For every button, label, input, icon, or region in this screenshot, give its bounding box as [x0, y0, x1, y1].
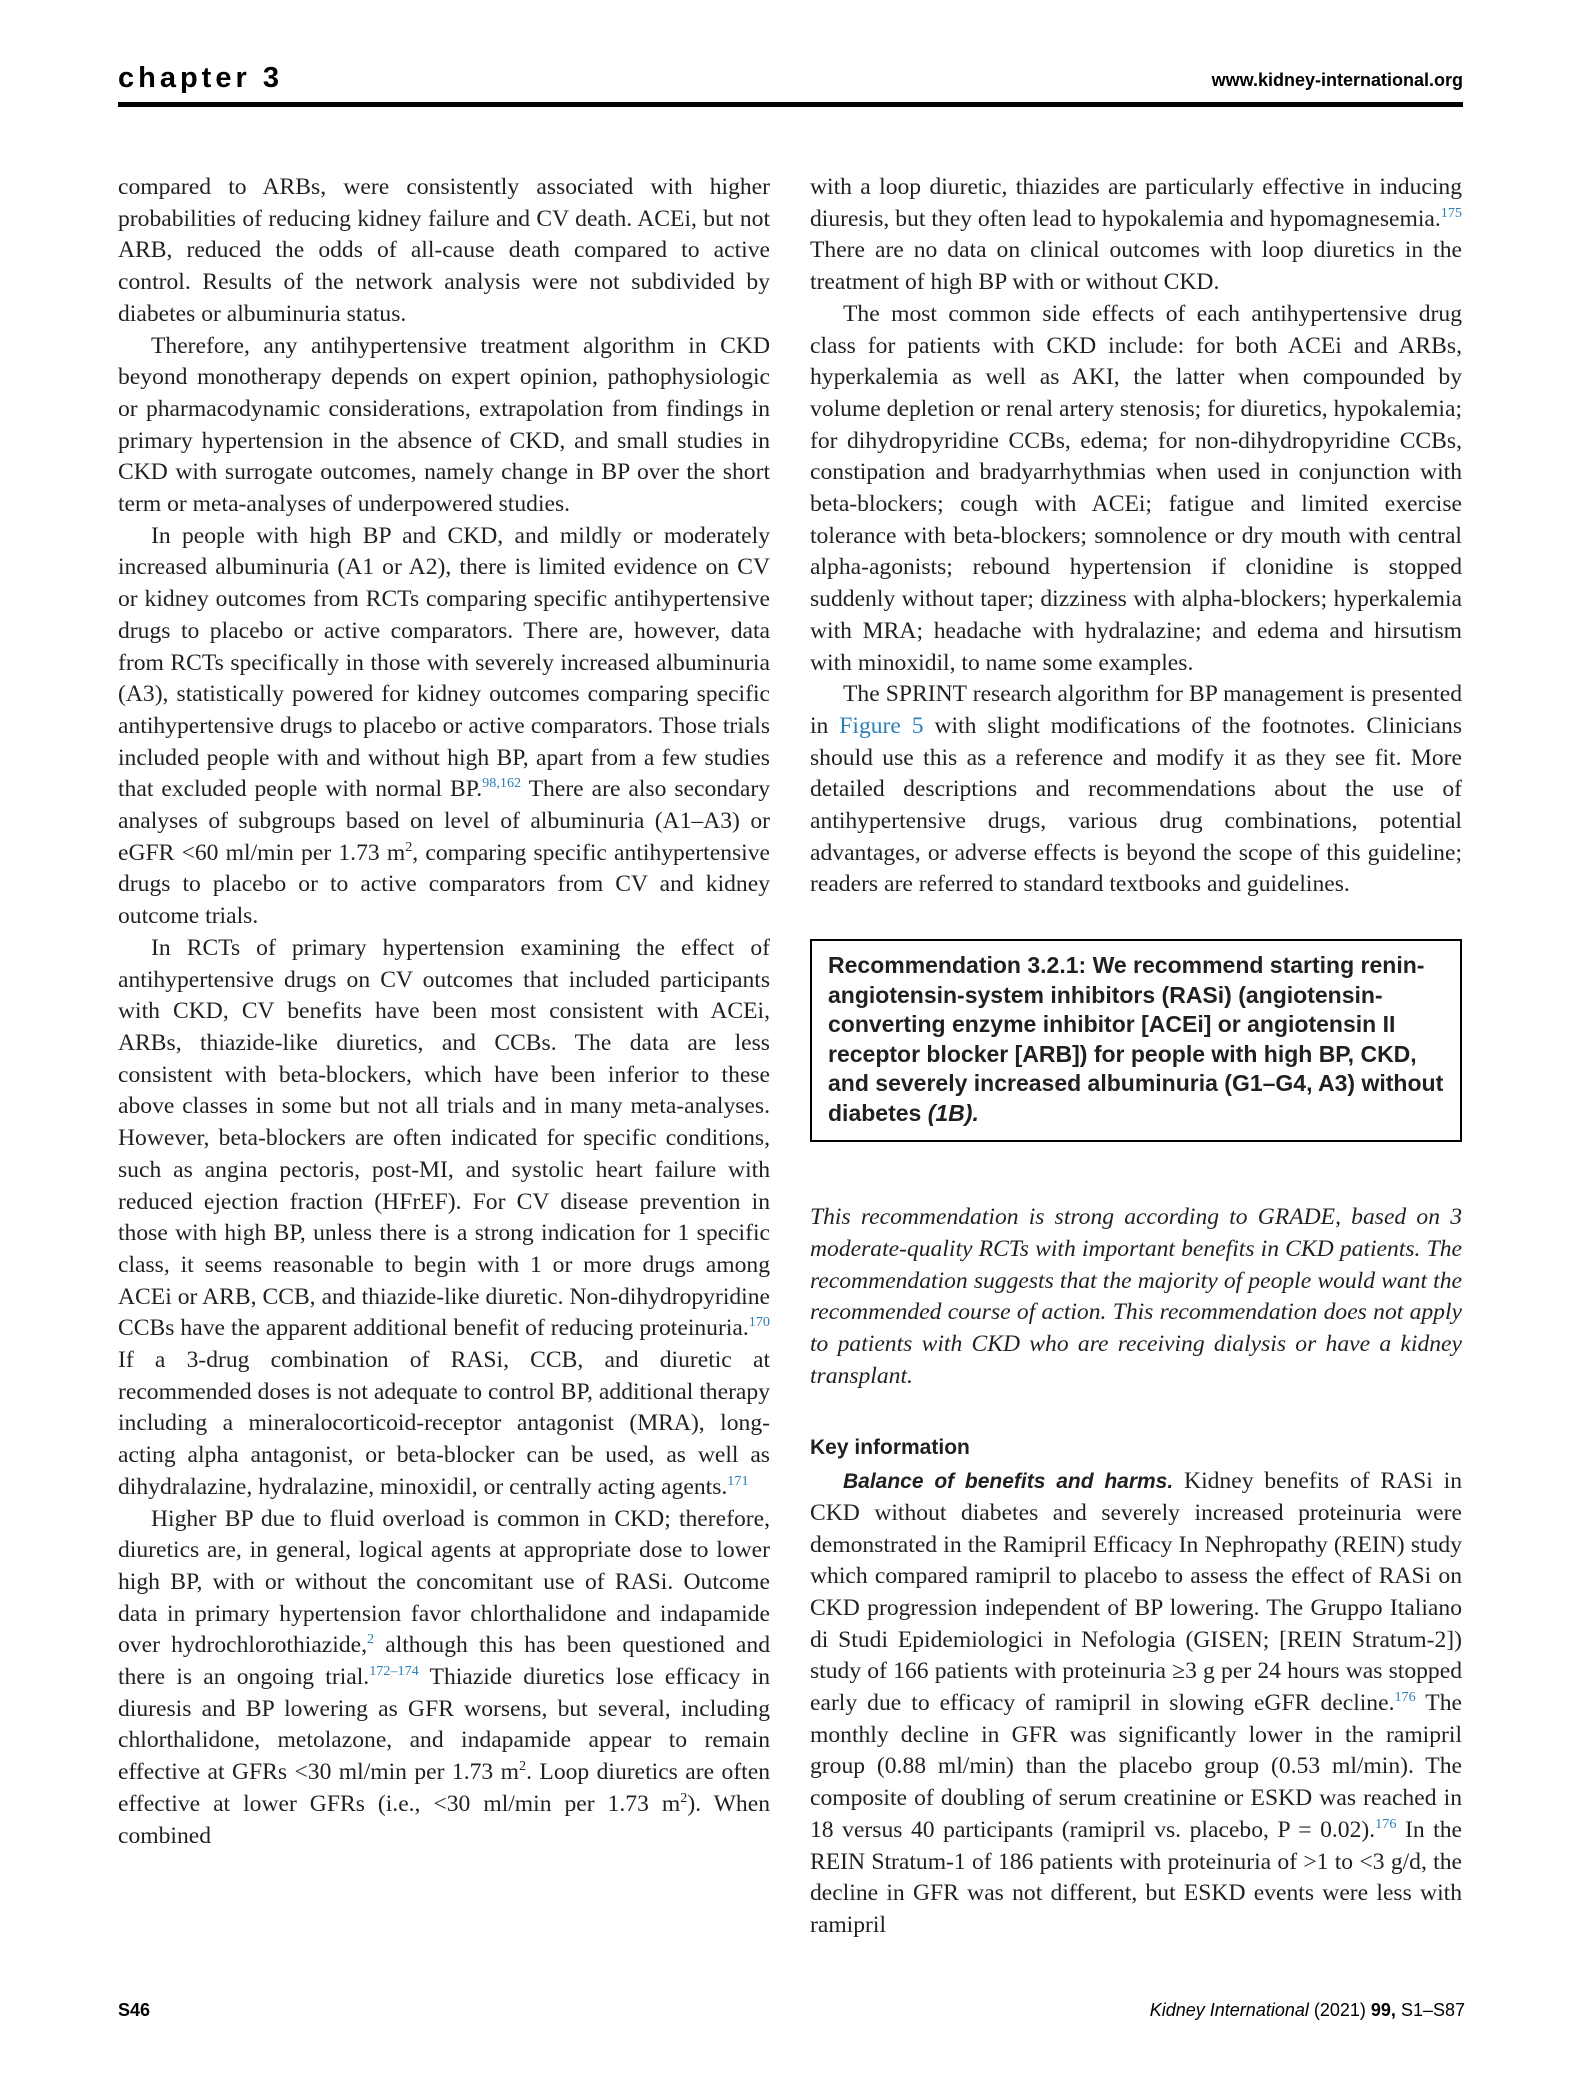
paragraph: with a loop diuretic, thiazides are particularly effective in inducing diuresis, but they often lead to hypokalemia and hypomagnesemia.$^{175}$ There are no data on clinical outcomes with loop diuretics in the treatment of high BP with or without CKD. [810, 174, 1462, 296]
running-header [118, 58, 1463, 107]
journal-citation: Kidney International (2021) 99, S1–S87 [1149, 2000, 1465, 2020]
paragraph: Balance of benefits and harms. Kidney benefits of RASi in CKD without diabetes and severely increased proteinuria were demonstrated in the Ramipril Efficacy In Nephropathy (REIN) study which compared ramipril to placebo to assess the effect of RASi on CKD progression independent of BP lowering. The Gruppo Italiano di Studi Epidemiologici in Nefologia (GISEN; [REIN Stratum-2]) study of 166 patients with proteinuria ≥3 g per 24 hours was stopped early due to efficacy of ramipril in slowing eGFR decline.$^{176}$ The monthly decline in GFR was significantly lower in the ramipril group (0.88 ml/min) than the placebo group (0.53 ml/min). The composite of doubling of serum creatinine or ESKD was reached in 18 versus 40 participants (ramipril vs. placebo, P = 0.02).$^{176}$ In the REIN Stratum-1 of 186 patients with proteinuria of >1 to <3 g/d, the decline in GFR was not different, but ESKD events were less with ramipril [810, 1468, 1463, 1938]
citation-ref[interactable]: 170 [748, 1314, 770, 1331]
figure-link[interactable]: Figure 5 [839, 712, 924, 739]
recommendation-box [810, 939, 1462, 1142]
paragraph: In people with high BP and CKD, and mildly or moderately increased albuminuria (A1 or A2), there is limited evidence on CV or kidney outcomes from RCTs comparing specific antihypertensive drugs to placebo or active comparators. There are, however, data from RCTs specifically in those with severely increased albuminuria (A3), statistically powered for kidney outcomes comparing specific antihypertensive drugs to placebo or active comparators. Those trials included people with and without high BP, apart from a few studies that excluded people with normal BP.$^{98,162}$ There are also secondary analyses of subgroups based on level of albuminuria (A1–A3) or eGFR <60 ml/min per 1.73 $m^2$, comparing specific antihypertensive drugs to placebo or to active comparators from CV and kidney outcome trials. [118, 522, 770, 930]
grade-rationale: This recommendation is strong according to GRADE, based on 3 moderate-quality RCTs with important benefits in CKD patients. The recommendation suggests that the majority of people would want the recommended course of action. This recommendation does not apply to patients with CKD who are receiving dialysis or have a kidney transplant. [810, 1204, 1462, 1389]
paragraph: Higher BP due to fluid overload is common in CKD; therefore, diuretics are, in general, logical agents at appropriate dose to lower high BP, with or without the concomitant use of RASi. Outcome data in primary hypertension favor chlorthalidone and indapamide over hydrochlorothiazide,$^2$ although this has been questioned and there is an ongoing trial.$^{172-174}$ Thiazide diuretics lose efficacy in diuresis and BP lowering as GFR worsens, but several, including chlorthalidone, metolazone, and indapamide appear to remain effective at GFRs <30 ml/min per 1.73 $m^2$. Loop diuretics are often effective at lower GFRs (i.e., <30 ml/min per 1.73 $m^2$). When combined [118, 1505, 770, 1849]
paragraph: compared to ARBs, were consistently associated with higher probabilities of reducing kidney failure and CV death. ACEi, but not ARB, reduced the odds of all-cause death compared to active control. Results of the network analysis were not subdivided by diabetes or albuminuria status. [118, 174, 770, 327]
citation-ref[interactable]: 176 [1375, 1815, 1397, 1832]
chapter-label: chapter 3 [118, 62, 283, 94]
citation-ref[interactable]: 98,162 [482, 775, 522, 792]
citation-ref[interactable]: 172–174 [369, 1663, 419, 1680]
grade-label: (1B). [927, 1099, 979, 1126]
citation-ref[interactable]: 2 [366, 1631, 375, 1648]
paragraph: In RCTs of primary hypertension examining the effect of antihypertensive drugs on CV outcomes that included participants with CKD, CV benefits have been most consistent with ACEi, ARBs, thiazide-like diuretics, and CCBs. The data are less consistent with beta-blockers, which have been inferior to these above classes in some but not all trials and in many meta-analyses. However, beta-blockers are often indicated for specific conditions, such as angina pectoris, post-MI, and systolic heart failure with reduced ejection fraction (HFrEF). For CV disease prevention in those with high BP, unless there is a strong indication for 1 specific class, it seems reasonable to begin with 1 or more drugs among ACEi or ARB, CCB, and thiazide-like diuretic. Non-dihydropyridine CCBs have the apparent additional benefit of reducing proteinuria.$^{170}$ If a 3-drug combination of RASi, CCB, and diuretic at recommended doses is not adequate to control BP, additional therapy including a mineralocorticoid-receptor antagonist (MRA), long-acting alpha antagonist, or beta-blocker can be used, as well as dihydralazine, hydralazine, minoxidil, or centrally acting agents.$^{171}$ [118, 934, 770, 1500]
recommendation-text: Recommendation 3.2.1: We recommend starting renin-angiotensin-system inhibitors (RASi) (angiotensin-converting enzyme inhibitor [ACEi] or angiotensin II receptor blocker [ARB]) for people with high BP, CKD, and severely increased albuminuria (G1–G4, A3) without diabetes [828, 952, 1444, 1126]
page-number: S46 [118, 2000, 151, 2020]
section-heading: Key information [810, 1436, 970, 1460]
paragraph: Therefore, any antihypertensive treatment algorithm in CKD beyond monotherapy depends on expert opinion, pathophysiologic or pharmacodynamic considerations, extrapolation from findings in primary hypertension in the absence of CKD, and small studies in CKD with surrogate outcomes, namely change in BP over the short term or meta-analyses of underpowered studies. [118, 332, 770, 518]
left-column [118, 172, 770, 1852]
citation-ref[interactable]: 175 [1440, 204, 1462, 221]
right-column [810, 172, 1462, 1942]
paragraph: The SPRINT research algorithm for BP management is presented in Figure 5 with slight modifications of the footnotes. Clinicians should use this as a reference and modify it as they see fit. More detailed descriptions and recommendations about the use of antihypertensive drugs, various drug combinations, potential advantages, or adverse effects is beyond the scope of this guideline; readers are referred to standard textbooks and guidelines. [810, 681, 1462, 898]
paragraph: The most common side effects of each antihypertensive drug class for patients with CKD include: for both ACEi and ARBs, hyperkalemia as well as AKI, the latter when compounded by volume depletion or renal artery stenosis; for diuretics, hypokalemia; for dihydropyridine CCBs, edema; for non-dihydropyridine CCBs, constipation and bradyarrhythmias when used in conjunction with beta-blockers; cough with ACEi; fatigue and limited exercise tolerance with beta-blockers; somnolence or dry mouth with central alpha-agonists; rebound hypertension if clonidine is stopped suddenly without taper; dizziness with alpha-blockers; hyperkalemia with MRA; headache with hydralazine; and edema and hirsutism with minoxidil, to name some examples. [810, 300, 1462, 676]
citation-ref[interactable]: 171 [727, 1472, 749, 1489]
subsection-lead: Balance of benefits and harms. [843, 1470, 1174, 1494]
citation-ref[interactable]: 176 [1394, 1689, 1416, 1706]
journal-website[interactable]: www.kidney-international.org [1211, 70, 1463, 90]
